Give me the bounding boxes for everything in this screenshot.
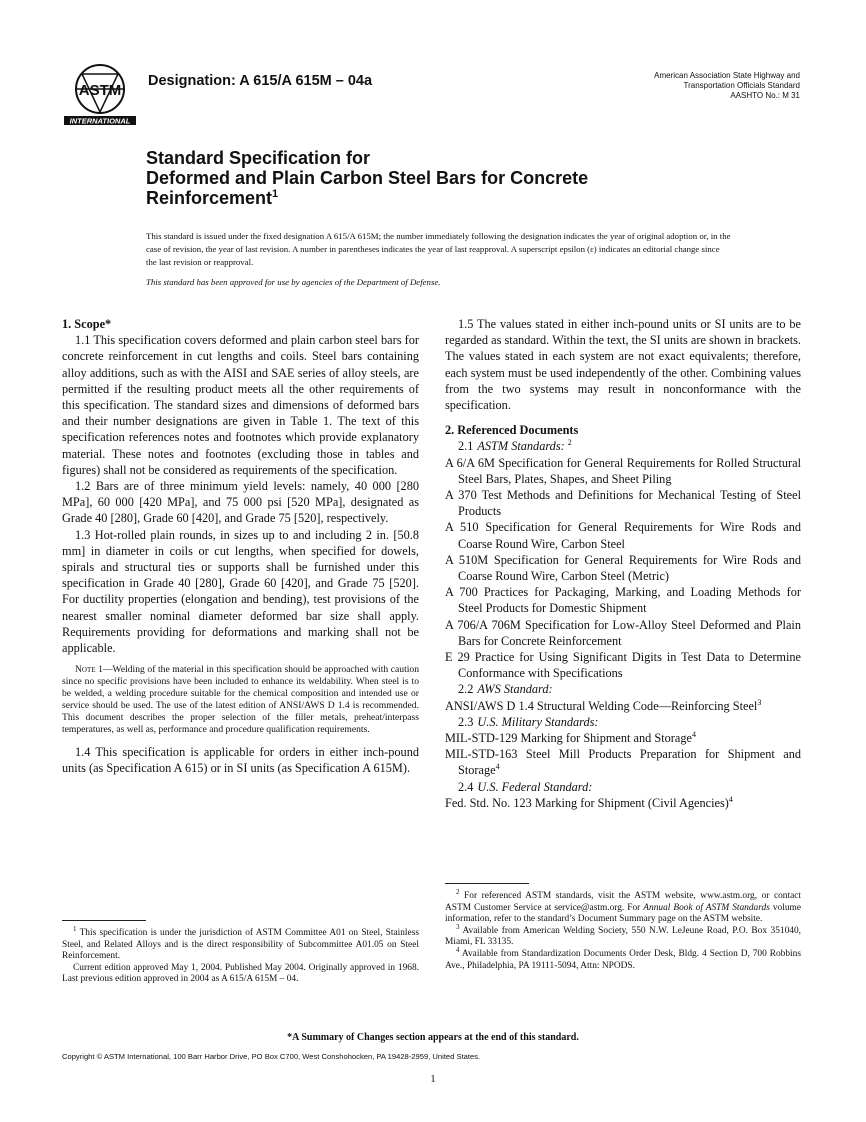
paragraph-1-5: 1.5 The values stated in either inch-pound units or SI units are to be regarded as standard. Within the text, the SI units are shown in brackets. The values stated in each system are not exact equivalents; therefore, each system must be used independently of the other. Combining values from the two systems may result in nonconformance with the specification. (445, 317, 801, 413)
title-line-3 (146, 188, 706, 208)
astm-logo-mark (62, 62, 138, 126)
footnote-1a (62, 924, 419, 963)
fn2-post: volume information, refer to the standard’s Document Summary page on the ASTM website. (445, 902, 801, 925)
aashto-line-2: Transportation Officials Standard (683, 81, 800, 90)
fn4-text: Available from Standardization Documents Order Desk, Bldg. 4 Section D, 700 Robbins Ave., Philadelphia, PA 19111-5094, Attn: NPODS. (445, 948, 802, 971)
fed-num: 2.4 (458, 779, 474, 794)
paragraph-1-1: 1.1 This specification covers deformed and plain carbon steel bars for concrete reinforcement in cut lengths and coils. Steel bars containing alloy additions, such as with the AISI and SAE series of alloy steels, are permitted if the resulting product meets all the other requirements of this specification. The standard sizes and dimensions of deformed bars and their number designations are given in Table 1. The text of this specification references notes and footnotes which provide explanatory material. These notes and footnotes (excluding those in tables and figures) shall not be considered as requirements of the specification. (62, 333, 419, 477)
military-standards-heading (445, 714, 801, 730)
aws-item: ANSI/AWS D 1.4 Structural Welding Code—Reinforcing Steel (445, 698, 758, 713)
astm-num: 2.1 (458, 439, 474, 454)
astm-sup: 2 (567, 438, 572, 448)
copyright-line: Copyright © ASTM International, 100 Barr Harbor Drive, PO Box C700, West Conshohocken, PA 19428-2959, United States. (62, 1052, 481, 1061)
fn2-italic: Annual Book of ASTM Standards (643, 902, 770, 913)
mil-item-1: MIL-STD-129 Marking for Shipment and Storage (445, 731, 692, 746)
fn3-sup: 3 (456, 922, 460, 931)
footnote-1b: Current edition approved May 1, 2004. Published May 2004. Originally approved in 1968. Last previous edition approved in 2004 as A 615/A 615M – 04. (62, 962, 419, 985)
ref-a6: A 6/A 6M Specification for General Requirements for Rolled Structural Steel Bars, Plates, Shapes, and Sheet Piling (445, 455, 801, 486)
astm-title: ASTM Standards: (477, 439, 565, 454)
title-line-1: Standard Specification for (146, 148, 371, 168)
mil-item-1-sup: 4 (691, 729, 696, 739)
fn4-sup: 4 (456, 945, 460, 954)
ref-a706: A 706/A 706M Specification for Low-Alloy Steel Deformed and Plain Bars for Concrete Reinforcement (445, 617, 801, 648)
astm-logo (62, 62, 138, 126)
ref-a370: A 370 Test Methods and Definitions for Mechanical Testing of Steel Products (445, 488, 801, 519)
fed-item: Fed. Std. No. 123 Marking for Shipment (Civil Agencies) (445, 795, 729, 810)
note-1-label: Note 1 (75, 664, 103, 676)
ref-fed-std-123 (445, 795, 801, 811)
aws-sup: 3 (757, 697, 762, 707)
astm-standards-heading (445, 438, 801, 454)
fed-sup: 4 (728, 794, 733, 804)
mil-title: U.S. Military Standards: (477, 714, 599, 729)
title-line-2: Deformed and Plain Carbon Steel Bars for Concrete (146, 168, 589, 188)
footnotes-right (445, 887, 802, 972)
fn2-pre: For referenced ASTM standards, visit the ASTM website, www.astm.org, or contact ASTM Customer Service at service@astm.org. For (445, 891, 802, 913)
footnote-4 (445, 945, 802, 972)
aws-title: AWS Standard: (477, 682, 553, 697)
document-title (146, 148, 706, 208)
paragraph-1-4: 1.4 This specification is applicable for orders in either inch-pound units (as Specification A 615) or in SI units (as Specification A 615M). (62, 745, 419, 776)
issue-note: This standard is issued under the fixed designation A 615/A 615M; the number immediately following the designation indicates the year of original adoption or, in the case of revision, the year of last revision. A number in parentheses indicates the year of last reapproval. A superscript epsilon (ε) indicates an editorial change since the last revision or reapproval. (146, 231, 731, 267)
aws-standard-heading (445, 681, 801, 697)
fed-title: U.S. Federal Standard: (477, 779, 593, 794)
ref-a510: A 510 Specification for General Requirements for Wire Rods and Coarse Round Wire, Carbon Steel (445, 520, 801, 551)
title-footnote-ref: 1 (272, 188, 279, 200)
scope-heading: 1. Scope* (62, 317, 112, 331)
fn1-sup: 1 (73, 924, 77, 933)
aashto-block (540, 71, 800, 101)
fn1-a-text: This specification is under the jurisdiction of ASTM Committee A01 on Steel, Stainless Steel, and Related Alloys and is the direct responsibility of Subcommittee A01.05 on Steel Reinforcement. (62, 928, 419, 962)
logo-caption: INTERNATIONAL (69, 116, 131, 126)
footnote-rule-left (62, 920, 146, 921)
left-column (62, 316, 419, 777)
footnotes-left (62, 924, 419, 986)
footnote-2 (445, 887, 802, 926)
footnote-rule-right (445, 883, 529, 884)
page-number: 1 (430, 1073, 436, 1085)
ref-e29: E 29 Practice for Using Significant Digits in Test Data to Determine Conformance with Specifications (445, 650, 801, 681)
fn3-text: Available from American Welding Society, 550 N.W. LeJeune Road, P.O. Box 351040, Miami, FL 33135. (445, 925, 801, 948)
ref-ansi-aws (445, 698, 801, 714)
right-column (445, 316, 801, 811)
title-line-3-text: Reinforcement (146, 188, 273, 208)
note-1-text: —Welding of the material in this specification should be approached with caution since no specific provisions have been included to enhance its weldability. When steel is to be welded, a welding procedure suitable for the chemical composition and intended use or service should be used. The use of the latest edition of ANSI/AWS D 1.4 is recommended. This document describes the proper selection of the filler metals, preheat/interpass temperatures, as well as, performance and procedure qualification requirements. (62, 664, 419, 736)
aashto-line-1: American Association State Highway and (654, 71, 800, 80)
mil-item-2: MIL-STD-163 Steel Mill Products Preparation for Shipment and Storage (445, 747, 801, 778)
ref-mil-std-163 (445, 746, 801, 778)
paragraph-1-3: 1.3 Hot-rolled plain rounds, in sizes up to and including 2 in. [50.8 mm] in diameter in coils or cut lengths, when specified for dowels, spirals and structural ties or supports shall be furnished under this specification in Grade 40 [280], Grade 60 [420], and Grade 75 [520]. For ductility properties (elongation and bending), test provisions of the nearest smaller nominal diameter deformed bar size shall apply. Requirements providing for deformations and marking shall not be applicable. (62, 527, 419, 656)
summary-of-changes-note: *A Summary of Changes section appears at the end of this standard. (287, 1032, 579, 1043)
logo-text: ASTM (78, 82, 122, 99)
aws-num: 2.2 (458, 682, 474, 697)
ref-a510m: A 510M Specification for General Requirements for Wire Rods and Coarse Round Wire, Carbon Steel (Metric) (445, 552, 801, 584)
footnote-3 (445, 922, 801, 949)
federal-standard-heading (445, 779, 801, 795)
ref-mil-std-129 (445, 730, 801, 746)
mil-item-2-sup: 4 (495, 762, 500, 772)
aashto-line-3: AASHTO No.: M 31 (730, 91, 800, 100)
mil-num: 2.3 (458, 714, 474, 729)
referenced-documents-heading: 2. Referenced Documents (445, 423, 579, 438)
ref-a700: A 700 Practices for Packaging, Marking, and Loading Methods for Steel Products for Domestic Shipment (445, 585, 801, 616)
fn2-sup: 2 (456, 887, 460, 896)
note-1 (62, 664, 419, 736)
paragraph-1-2: 1.2 Bars are of three minimum yield levels: namely, 40 000 [280 MPa], 60 000 [420 MPa], and 75 000 psi [520 MPa], designated as Grade 40 [280], Grade 60 [420], and Grade 75 [520], respectively. (62, 479, 419, 526)
dod-note: This standard has been approved for use by agencies of the Department of Defense. (146, 277, 441, 287)
designation: Designation: A 615/A 615M – 04a (148, 73, 373, 89)
